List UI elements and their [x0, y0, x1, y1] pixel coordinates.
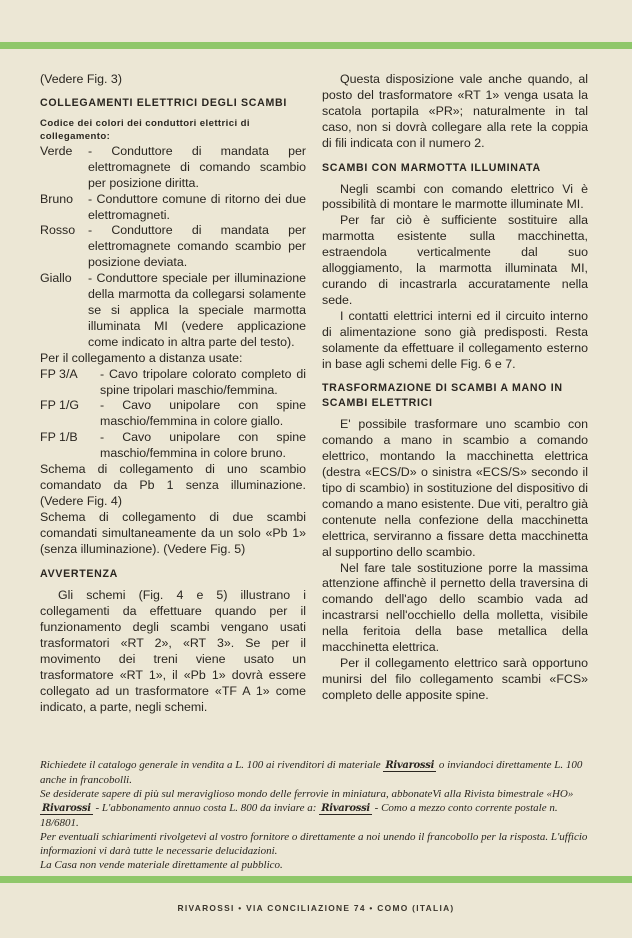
- heading-collegamenti: COLLEGAMENTI ELETTRICI DEGLI SCAMBI: [40, 96, 287, 109]
- color-desc: - Conduttore speciale per illuminazione della marmotta da collegarsi solamente se si applica la speciale marmotta illuminata MI (vedere applicazione come indicato in altra parte del testo).: [88, 271, 306, 349]
- right-column: [322, 72, 588, 704]
- trasformazione-p2: Nel fare tale sostituzione porre la massima attenzione affinchè il pernetto della traversina di comando dell'ago dello scambio vada ad incastrarsi nell'occhiello della molletta, visibile nella feritoia della base metallica della macchinetta elettrica.: [322, 560, 588, 655]
- note-catalog: [40, 758, 596, 787]
- notes-block: [40, 758, 596, 872]
- cable-term: FP 1/B: [40, 430, 78, 445]
- schema-one: Schema di collegamento di uno scambio comandato da Pb 1 senza illuminazione. (Vedere Fig. 4): [40, 462, 306, 508]
- cable-entry-fp3a: [40, 367, 306, 399]
- footer-address: RIVAROSSI • VIA CONCILIAZIONE 74 • COMO (ITALIA): [177, 903, 455, 913]
- color-term: Verde: [40, 143, 73, 158]
- cable-entry-fp1b: [40, 430, 306, 462]
- note-subscription-text-b: - L'abbonamento annuo costa L. 800 da inviare a:: [95, 802, 317, 814]
- bottom-green-bar: [0, 876, 632, 883]
- figure-ref: (Vedere Fig. 3): [40, 72, 122, 86]
- note-catalog-text-a: Richiedete il catalogo generale in vendita a L. 100 ai rivenditori di materiale: [40, 759, 381, 771]
- left-column: [40, 72, 306, 716]
- color-desc: - Conduttore di mandata per elettromagnete comando scambio per posizione deviata.: [88, 223, 306, 270]
- color-entry-bruno: [40, 192, 306, 224]
- intro-paragraph: Questa disposizione vale anche quando, al posto del trasformatore «RT 1» venga usata la scatola portapila «PR»; naturalmente in tal caso, non si dovrà collegare alla rete la coppia di fili indicata con il numero 2.: [322, 72, 588, 150]
- note-subscription: [40, 787, 596, 830]
- distance-intro: Per il collegamento a distanza usate:: [40, 350, 243, 365]
- note-catalog-text-b: o inviandoci direttamente L. 100 anche in francobolli.: [40, 759, 583, 786]
- cable-desc: - Cavo unipolare con spine maschio/femmina in colore bruno.: [100, 430, 306, 461]
- note-info: Per eventuali schiarimenti rivolgetevi al vostro fornitore o direttamente a noi unendo il francobollo per la risposta. L'ufficio informazioni vi darà tutte le necessarie delucidazioni.: [40, 831, 588, 857]
- rivarossi-logo: Rivarossi: [321, 803, 370, 814]
- color-term: Rosso: [40, 223, 76, 238]
- cable-term: FP 3/A: [40, 366, 78, 381]
- heading-avvertenza: AVVERTENZA: [40, 568, 119, 581]
- color-desc: - Conduttore di mandata per elettromagnete di comando scambio per posizione diritta.: [88, 143, 306, 190]
- top-green-bar: [0, 42, 632, 49]
- cable-entry-fp1g: [40, 398, 306, 430]
- rivarossi-logo: Rivarossi: [42, 803, 91, 814]
- heading-marmotta: SCAMBI CON MARMOTTA ILLUMINATA: [322, 161, 541, 174]
- rivarossi-logo: Rivarossi: [385, 760, 435, 771]
- cable-desc: - Cavo tripolare colorato completo di spine tripolari maschio/femmina.: [100, 366, 306, 397]
- marmotta-p2: Per far ciò è sufficiente sostituire alla marmotta esistente sulla macchinetta, estraendola verticalmente dal suo alloggiamento, la marmotta illuminata MI, curando di incastrarla accuratamente nella sede.: [322, 213, 588, 307]
- trasformazione-p1: E' possibile trasformare uno scambio con comando a mano in scambio a comando elettrico, montando la macchinetta elettrica (destra «ECS/D» o sinistra «ECS/S» secondo il tipo di scambio) in sostituzione del dispositivo di comando a mano esistente. Due viti, peraltro già contenute nella confezione della macchinetta elettrica, serviranno a fissare detta macchinetta al supportino dello scambio.: [322, 417, 588, 559]
- cable-term: FP 1/G: [40, 398, 80, 413]
- marmotta-p3: I contatti elettrici interni ed il circuito interno di alimentazione sono già predisposti. Resta solamente da effettuare il collegamento esterno in base agli schemi delle Fig. 6 e 7.: [322, 308, 588, 371]
- heading-trasformazione: TRASFORMAZIONE DI SCAMBI A MANO IN SCAMBI ELETTRICI: [322, 382, 563, 410]
- color-code-subhead: Codice dei colori dei conduttori elettrici di collegamento:: [40, 117, 250, 142]
- color-term: Giallo: [40, 271, 72, 286]
- color-entry-verde: [40, 144, 306, 192]
- note-subscription-text-c: - Como a mezzo conto corrente postale n. 18/6801.: [40, 802, 558, 829]
- color-entry-giallo: [40, 271, 306, 351]
- note-subscription-text-a: Se desiderate sapere di più sul meraviglioso mondo delle ferrovie in miniatura, abbonateVi alla Rivista bimestrale «HO»: [40, 788, 574, 800]
- color-entry-rosso: [40, 223, 306, 271]
- trasformazione-p3: Per il collegamento elettrico sarà opportuno munirsi del filo collegamento scambi «FCS» completo delle apposite spine.: [322, 656, 588, 702]
- color-desc: - Conduttore comune di ritorno dei due elettromagneti.: [88, 191, 306, 222]
- marmotta-p1: Negli scambi con comando elettrico Vi è possibilità di montare le marmotte illuminate MI.: [322, 181, 588, 212]
- color-term: Bruno: [40, 191, 74, 206]
- schema-two: Schema di collegamento di due scambi comandati simultaneamente da un solo «Pb 1» (senza illuminazione). (Vedere Fig. 5): [40, 509, 306, 556]
- cable-desc: - Cavo unipolare con spine maschio/femmina in colore giallo.: [100, 398, 306, 429]
- avvertenza-text: Gli schemi (Fig. 4 e 5) illustrano i collegamenti da effettuare quando per il funzionamento degli scambi vengano usati trasformatori «RT 2», «RT 3». Se per il movimento dei treni viene usato un trasformatore «RT 1», il «Pb 1» dovrà essere collegato ad un trasformatore «TF A 1» come indicato, a parte, negli schemi.: [40, 588, 306, 714]
- note-no-direct-sale: La Casa non vende materiale direttamente al pubblico.: [40, 859, 283, 871]
